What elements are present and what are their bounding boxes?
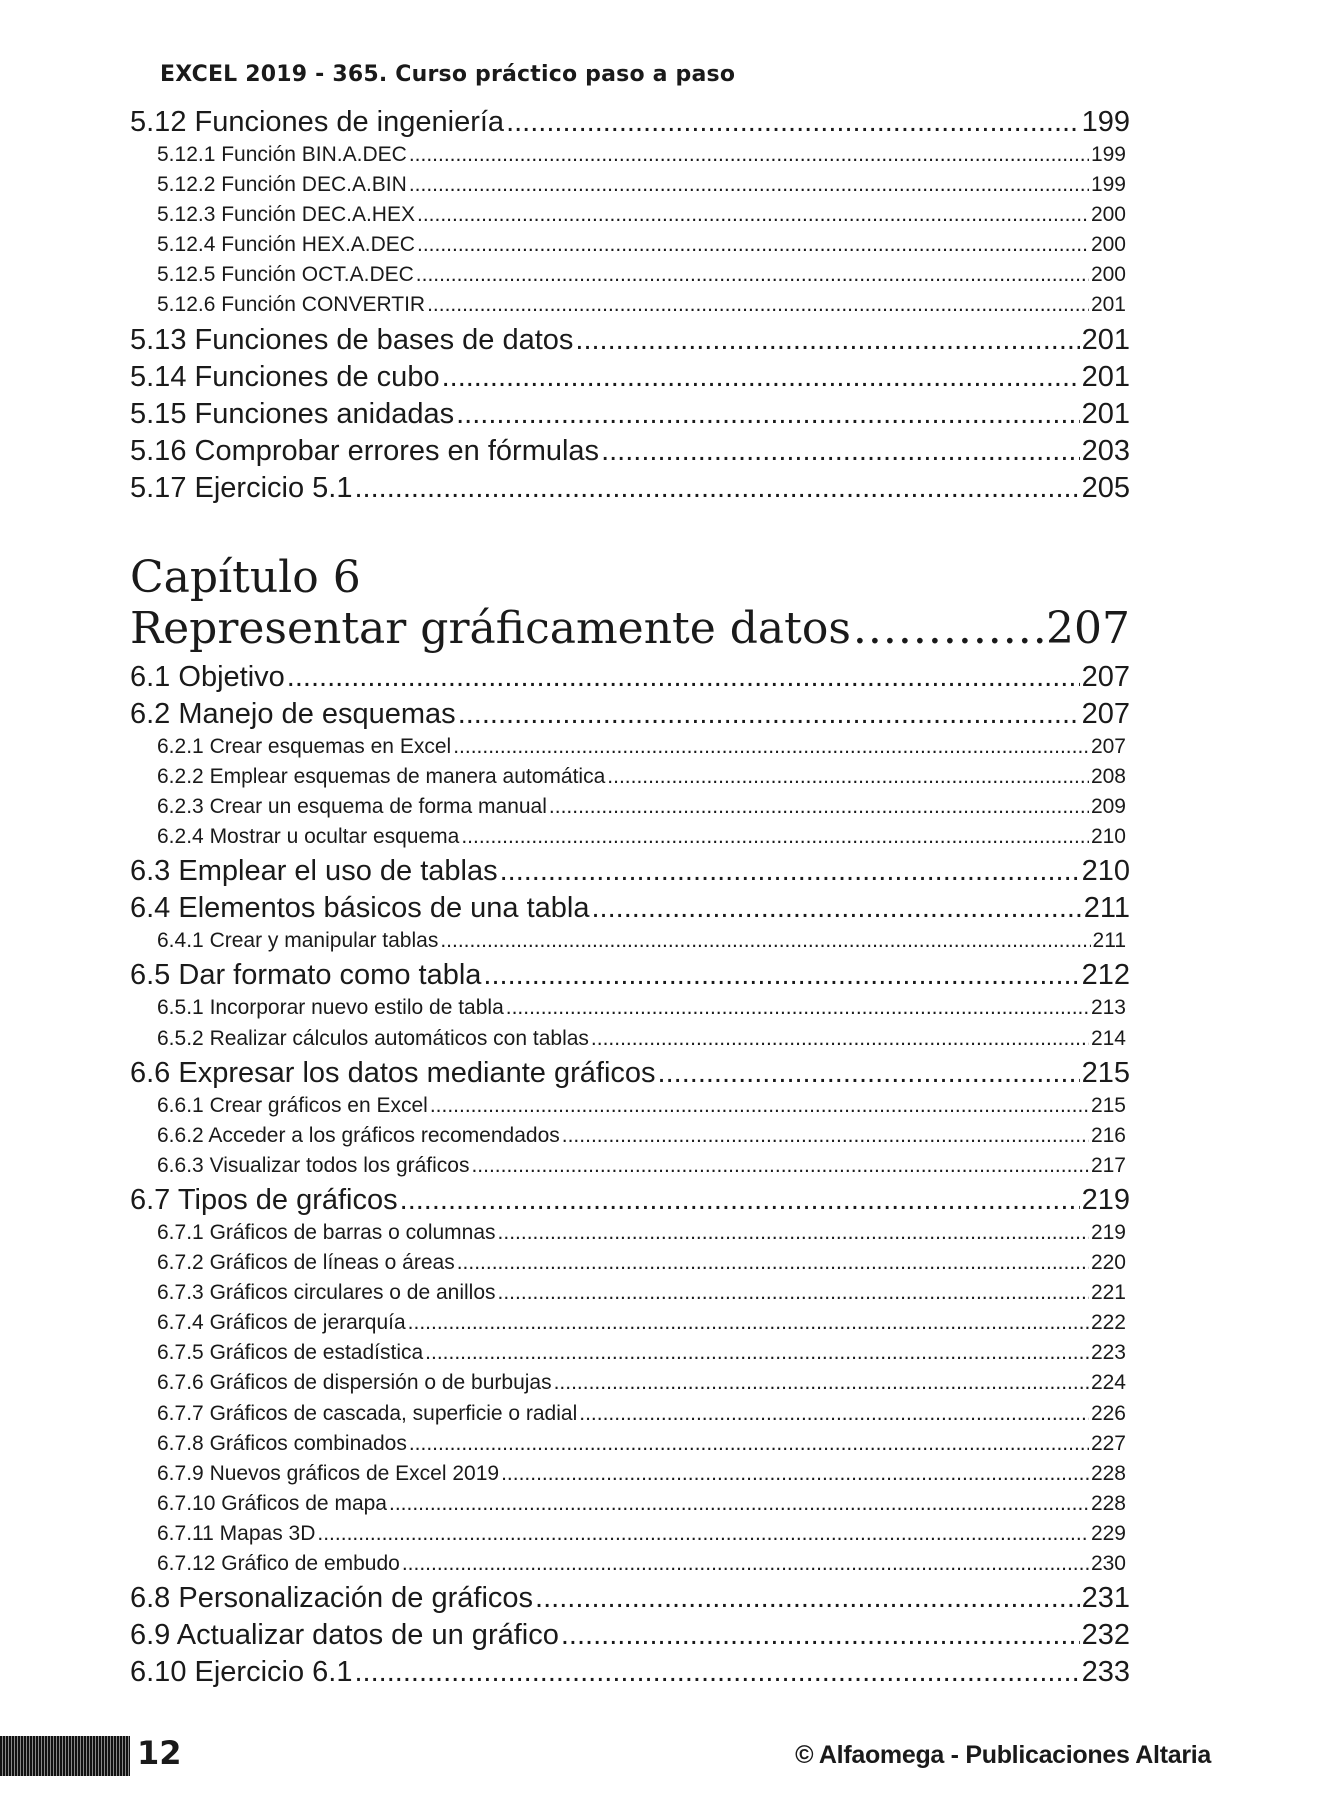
- dot-leader: [506, 996, 1089, 1020]
- dot-leader: [535, 1582, 1080, 1615]
- dot-leader: [561, 1619, 1080, 1652]
- entry-title: Manejo de esquemas: [178, 698, 456, 730]
- entry-page: 232: [1081, 1619, 1130, 1652]
- entry-title: Gráficos de dispersión o de burbujas: [209, 1371, 552, 1395]
- toc-subentry[interactable]: [130, 233, 1130, 263]
- entry-number: 6.6.2: [157, 1123, 204, 1147]
- entry-page: 226: [1090, 1401, 1126, 1425]
- toc-entry[interactable]: [130, 106, 1130, 143]
- entry-page: 211: [1092, 929, 1126, 953]
- entry-number: 6.7.4: [157, 1311, 204, 1335]
- entry-page: 207: [1090, 735, 1126, 758]
- dot-leader: [607, 765, 1089, 789]
- entry-number: 5.12.6: [157, 293, 216, 317]
- toc-subentry[interactable]: [130, 1251, 1130, 1281]
- entry-title: Crear un esquema de forma manual: [209, 795, 547, 819]
- entry-page: 208: [1090, 765, 1126, 789]
- chapter-title-entry[interactable]: [130, 603, 1130, 661]
- toc-entry[interactable]: [130, 698, 1130, 735]
- entry-label: [157, 1311, 406, 1335]
- entry-page: 211: [1083, 892, 1130, 925]
- toc-subentry[interactable]: [130, 825, 1130, 855]
- toc-entry[interactable]: [130, 855, 1130, 892]
- dot-leader: [458, 698, 1080, 731]
- entry-number: 5.15: [130, 397, 187, 430]
- dot-leader: [579, 1402, 1089, 1426]
- entry-number: 5.13: [130, 323, 187, 356]
- entry-page: 209: [1090, 795, 1126, 819]
- entry-label: [130, 959, 481, 992]
- dot-leader: [425, 1341, 1089, 1365]
- entry-number: 5.12: [130, 106, 187, 138]
- entry-number: 5.12.1: [157, 143, 216, 166]
- dot-leader: [498, 1221, 1089, 1245]
- entry-number: 6.2.1: [157, 735, 204, 758]
- dot-leader: [409, 143, 1089, 167]
- entry-label: [157, 1552, 400, 1576]
- toc-subentry[interactable]: [130, 1341, 1130, 1371]
- entry-label: [130, 361, 440, 394]
- dot-leader: [501, 1462, 1089, 1486]
- entry-title: Gráficos circulares o de anillos: [209, 1281, 496, 1305]
- entry-page: 199: [1081, 106, 1130, 138]
- entry-page: 200: [1090, 203, 1126, 227]
- toc-entry[interactable]: [130, 1619, 1130, 1656]
- dot-leader: [408, 1311, 1089, 1335]
- entry-label: [130, 1184, 398, 1217]
- entry-title: Elementos básicos de una tabla: [178, 892, 590, 925]
- toc-subentry[interactable]: [130, 996, 1130, 1026]
- entry-label: [157, 735, 451, 759]
- entry-page: 199: [1090, 143, 1126, 166]
- dot-leader: [453, 735, 1089, 759]
- toc-subentry[interactable]: [130, 929, 1130, 959]
- toc-section-6: [130, 661, 1130, 1693]
- toc-entry[interactable]: [130, 661, 1130, 698]
- entry-number: 6.7.6: [157, 1371, 204, 1395]
- entry-label: [157, 1251, 455, 1275]
- entry-title: Mapas 3D: [219, 1521, 316, 1545]
- chapter-page: 207: [1046, 603, 1130, 654]
- entry-page: 215: [1090, 1093, 1126, 1117]
- entry-page: 229: [1090, 1521, 1126, 1545]
- entry-title: Funciones anidadas: [194, 397, 455, 430]
- entry-number: 5.12.2: [157, 173, 216, 197]
- entry-number: 6.7.12: [157, 1551, 216, 1575]
- entry-number: 5.12.5: [157, 263, 216, 287]
- entry-title: Gráficos de barras o columnas: [209, 1220, 496, 1244]
- entry-label: [130, 398, 454, 431]
- entry-page: 200: [1090, 263, 1126, 287]
- footer-bar: [0, 1736, 130, 1776]
- toc-subentry[interactable]: [130, 1281, 1130, 1311]
- dot-leader: [461, 825, 1089, 849]
- entry-page: 207: [1081, 698, 1130, 730]
- entry-title: Función HEX.A.DEC: [221, 233, 415, 257]
- entry-page: 201: [1081, 323, 1130, 356]
- entry-label: [157, 143, 407, 167]
- entry-number: 6.6: [130, 1056, 171, 1089]
- dot-leader: [575, 324, 1079, 357]
- entry-page: 220: [1090, 1251, 1126, 1275]
- entry-page: 219: [1081, 1183, 1130, 1216]
- dot-leader: [402, 1552, 1089, 1576]
- entry-page: 205: [1081, 471, 1130, 504]
- toc-subentry[interactable]: [130, 203, 1130, 233]
- dot-leader: [471, 1154, 1088, 1178]
- entry-label: [157, 1027, 589, 1051]
- entry-title: Gráficos de líneas o áreas: [209, 1251, 455, 1275]
- toc-subentry[interactable]: [130, 735, 1130, 765]
- dot-leader: [592, 892, 1082, 925]
- toc-entry[interactable]: [130, 361, 1130, 398]
- toc-subentry[interactable]: [130, 1311, 1130, 1341]
- entry-number: 6.3: [130, 855, 171, 888]
- dot-leader: [658, 1057, 1080, 1090]
- entry-title: Realizar cálculos automáticos con tablas: [209, 1026, 589, 1050]
- entry-label: [157, 1281, 496, 1305]
- entry-label: [157, 233, 415, 257]
- dot-leader: [409, 173, 1089, 197]
- entry-label: [157, 1371, 552, 1395]
- entry-number: 6.6.1: [157, 1093, 204, 1117]
- entry-number: 6.7.9: [157, 1461, 204, 1485]
- entry-label: [130, 435, 599, 468]
- toc-subentry[interactable]: [130, 1432, 1130, 1462]
- entry-number: 6.7.2: [157, 1251, 204, 1275]
- entry-page: 227: [1090, 1431, 1126, 1455]
- dot-leader: [442, 361, 1080, 394]
- entry-label: [130, 698, 456, 731]
- entry-number: 6.7.11: [157, 1521, 214, 1545]
- chapter-heading: [130, 553, 1130, 661]
- entry-number: 5.12.4: [157, 233, 216, 257]
- entry-title: Funciones de cubo: [194, 360, 440, 393]
- dot-leader: [549, 795, 1089, 819]
- dot-leader: [400, 1184, 1080, 1217]
- entry-page: 224: [1090, 1371, 1126, 1395]
- entry-label: [157, 263, 414, 287]
- entry-title: Dar formato como tabla: [178, 959, 482, 992]
- entry-page: 223: [1090, 1341, 1126, 1365]
- toc-subentry[interactable]: [130, 143, 1130, 173]
- entry-page: 230: [1090, 1551, 1126, 1575]
- entry-label: [157, 825, 459, 849]
- entry-label: [157, 929, 438, 953]
- entry-page: 214: [1090, 1026, 1126, 1050]
- entry-number: 6.2: [130, 698, 171, 730]
- entry-title: Función BIN.A.DEC: [221, 143, 407, 166]
- entry-title: Visualizar todos los gráficos: [209, 1153, 470, 1177]
- entry-label: [157, 1402, 577, 1426]
- dot-leader: [417, 203, 1089, 227]
- entry-title: Crear y manipular tablas: [209, 929, 439, 953]
- dot-leader: [554, 1371, 1089, 1395]
- entry-page: 210: [1081, 855, 1130, 888]
- entry-title: Emplear el uso de tablas: [178, 855, 498, 888]
- entry-title: Emplear esquemas de manera automática: [209, 765, 606, 789]
- entry-number: 6.8: [130, 1582, 171, 1615]
- entry-number: 6.9: [130, 1619, 171, 1652]
- entry-title: Objetivo: [178, 661, 285, 693]
- entry-page: 210: [1090, 825, 1126, 849]
- toc-entry[interactable]: [130, 959, 1130, 996]
- entry-number: 6.4: [130, 892, 171, 925]
- entry-label: [157, 203, 415, 227]
- footer-page-number: 12: [137, 1734, 182, 1772]
- entry-number: 6.2.4: [157, 825, 204, 849]
- toc-entry[interactable]: [130, 435, 1130, 472]
- entry-title: Funciones de bases de datos: [194, 323, 574, 356]
- chapter-title: Representar gráficamente datos: [130, 603, 851, 654]
- entry-number: 6.7: [130, 1183, 171, 1216]
- entry-title: Funciones de ingeniería: [194, 106, 505, 138]
- entry-number: 5.14: [130, 360, 187, 393]
- entry-page: 215: [1081, 1056, 1130, 1089]
- entry-label: [157, 1221, 496, 1245]
- entry-title: Ejercicio 5.1: [194, 471, 353, 504]
- entry-title: Acceder a los gráficos recomendados: [208, 1123, 560, 1147]
- toc-subentry[interactable]: [130, 1462, 1130, 1492]
- running-header: EXCEL 2019 - 365. Curso práctico paso a paso: [160, 62, 736, 87]
- entry-page: 219: [1090, 1220, 1126, 1244]
- entry-page: 213: [1090, 996, 1126, 1020]
- chapter-label: Capítulo 6: [130, 552, 361, 603]
- dot-leader: [457, 1251, 1089, 1275]
- entry-number: 5.12.3: [157, 203, 216, 227]
- entry-number: 6.5.2: [157, 1026, 204, 1050]
- entry-label: [157, 1094, 428, 1118]
- entry-number: 6.2.2: [157, 765, 204, 789]
- entry-label: [130, 892, 590, 925]
- entry-page: 231: [1081, 1582, 1130, 1615]
- entry-page: 201: [1090, 293, 1126, 317]
- entry-title: Gráficos combinados: [209, 1431, 407, 1455]
- entry-title: Función DEC.A.BIN: [221, 173, 407, 197]
- dot-leader: [498, 1281, 1089, 1305]
- dot-leader: [417, 233, 1089, 257]
- entry-title: Gráficos de mapa: [221, 1491, 387, 1515]
- toc-subentry[interactable]: [130, 1124, 1130, 1154]
- toc-entry[interactable]: [130, 1582, 1130, 1619]
- toc-entry[interactable]: [130, 324, 1130, 361]
- dot-leader: [440, 929, 1090, 953]
- entry-page: 200: [1090, 233, 1126, 257]
- entry-title: Gráfico de embudo: [221, 1551, 400, 1575]
- entry-title: Gráficos de cascada, superficie o radial: [209, 1401, 578, 1425]
- entry-number: 6.6.3: [157, 1153, 204, 1177]
- entry-label: [157, 996, 504, 1020]
- entry-label: [157, 293, 425, 317]
- entry-number: 6.4.1: [157, 929, 204, 953]
- entry-label: [157, 173, 407, 197]
- entry-label: [130, 1057, 656, 1090]
- entry-number: 5.16: [130, 434, 187, 467]
- entry-page: 222: [1090, 1311, 1126, 1335]
- entry-number: 6.7.5: [157, 1341, 204, 1365]
- entry-label: [157, 1462, 499, 1486]
- entry-title: Comprobar errores en fórmulas: [194, 434, 600, 467]
- toc-subentry[interactable]: [130, 1154, 1130, 1184]
- dot-leader: [562, 1124, 1089, 1148]
- toc-subentry[interactable]: [130, 1221, 1130, 1251]
- entry-title: Mostrar u ocultar esquema: [209, 825, 460, 849]
- entry-label: [157, 1124, 560, 1148]
- entry-page: 203: [1081, 434, 1130, 467]
- entry-label: [157, 1522, 315, 1546]
- entry-title: Tipos de gráficos: [177, 1183, 398, 1216]
- toc-subentry[interactable]: [130, 173, 1130, 203]
- toc-entry[interactable]: [130, 1057, 1130, 1094]
- entry-page: 212: [1081, 959, 1130, 992]
- dot-leader: [317, 1522, 1089, 1546]
- entry-page: 201: [1081, 397, 1130, 430]
- entry-title: Función CONVERTIR: [221, 293, 426, 317]
- toc-subentry[interactable]: [130, 765, 1130, 795]
- toc-subentry[interactable]: [130, 1402, 1130, 1432]
- entry-title: Gráficos de estadística: [209, 1341, 424, 1365]
- entry-title: Nuevos gráficos de Excel 2019: [209, 1461, 500, 1485]
- entry-label: [130, 661, 285, 694]
- entry-title: Gráficos de jerarquía: [209, 1311, 406, 1335]
- dot-leader: [287, 661, 1080, 694]
- dot-leader: [500, 855, 1080, 888]
- entry-label: [130, 1656, 352, 1689]
- entry-label: [157, 795, 547, 819]
- entry-label: [157, 1154, 469, 1178]
- toc-entry[interactable]: [130, 472, 1130, 509]
- entry-page: 228: [1090, 1461, 1126, 1485]
- entry-number: 6.5: [130, 959, 171, 992]
- entry-label: [130, 1619, 559, 1652]
- entry-number: 6.1: [130, 661, 171, 693]
- dot-leader: [389, 1492, 1089, 1516]
- entry-number: 6.7.8: [157, 1431, 204, 1455]
- dot-leader: [483, 959, 1079, 992]
- entry-title: Crear esquemas en Excel: [209, 735, 452, 758]
- dot-leader: [354, 472, 1079, 505]
- entry-label: [157, 1492, 387, 1516]
- entry-title: Función DEC.A.HEX: [221, 203, 415, 227]
- toc-subentry[interactable]: [130, 293, 1130, 323]
- toc-subentry[interactable]: [130, 1552, 1130, 1582]
- entry-number: 6.10: [130, 1656, 187, 1689]
- dot-leader: [591, 1027, 1089, 1051]
- entry-label: [130, 472, 352, 505]
- footer-publisher: © Alfaomega - Publicaciones Altaria: [795, 1741, 1211, 1769]
- entry-page: 207: [1081, 661, 1130, 693]
- entry-page: 201: [1081, 360, 1130, 393]
- toc-entry[interactable]: [130, 398, 1130, 435]
- entry-title: Ejercicio 6.1: [194, 1656, 353, 1689]
- toc-subentry[interactable]: [130, 1027, 1130, 1057]
- dot-leader: [416, 263, 1089, 287]
- toc-subentry[interactable]: [130, 1371, 1130, 1401]
- dot-leader: [430, 1094, 1089, 1118]
- dot-leader: [354, 1656, 1079, 1689]
- dot-leader: [409, 1432, 1089, 1456]
- entry-title: Incorporar nuevo estilo de tabla: [209, 996, 504, 1020]
- toc-subentry[interactable]: [130, 795, 1130, 825]
- toc-subentry[interactable]: [130, 1492, 1130, 1522]
- entry-title: Actualizar datos de un gráfico: [176, 1619, 559, 1652]
- toc-entry[interactable]: [130, 1656, 1130, 1693]
- entry-page: 228: [1090, 1491, 1126, 1515]
- entry-page: 217: [1090, 1153, 1126, 1177]
- dot-leader: [456, 398, 1080, 431]
- toc-subentry[interactable]: [130, 1094, 1130, 1124]
- toc-section-5: [130, 106, 1130, 509]
- dot-leader: [427, 293, 1089, 317]
- entry-title: Expresar los datos mediante gráficos: [178, 1056, 656, 1089]
- entry-label: [157, 1432, 407, 1456]
- dot-leader: [601, 435, 1080, 468]
- entry-number: 6.7.7: [157, 1401, 204, 1425]
- entry-page: 199: [1090, 173, 1126, 197]
- toc-subentry[interactable]: [130, 1522, 1130, 1552]
- toc-subentry[interactable]: [130, 263, 1130, 293]
- entry-title: Función OCT.A.DEC: [221, 263, 414, 287]
- dot-leader: [506, 106, 1080, 139]
- entry-title: Personalización de gráficos: [178, 1582, 534, 1615]
- entry-title: Crear gráficos en Excel: [209, 1093, 428, 1117]
- entry-page: 221: [1090, 1281, 1126, 1305]
- entry-label: [157, 1341, 423, 1365]
- toc-entry[interactable]: [130, 892, 1130, 929]
- dot-leader: [853, 603, 1044, 654]
- entry-label: [157, 765, 605, 789]
- entry-label: [130, 855, 498, 888]
- entry-number: 6.5.1: [157, 996, 204, 1020]
- entry-number: 6.2.3: [157, 795, 204, 819]
- entry-number: 6.7.3: [157, 1281, 204, 1305]
- entry-label: [130, 1582, 533, 1615]
- entry-label: [130, 324, 573, 357]
- entry-number: 5.17: [130, 471, 187, 504]
- entry-label: [130, 106, 504, 139]
- toc-entry[interactable]: [130, 1184, 1130, 1221]
- entry-page: 216: [1090, 1123, 1126, 1147]
- entry-number: 6.7.10: [157, 1491, 216, 1515]
- entry-page: 233: [1081, 1656, 1130, 1689]
- entry-number: 6.7.1: [157, 1220, 204, 1244]
